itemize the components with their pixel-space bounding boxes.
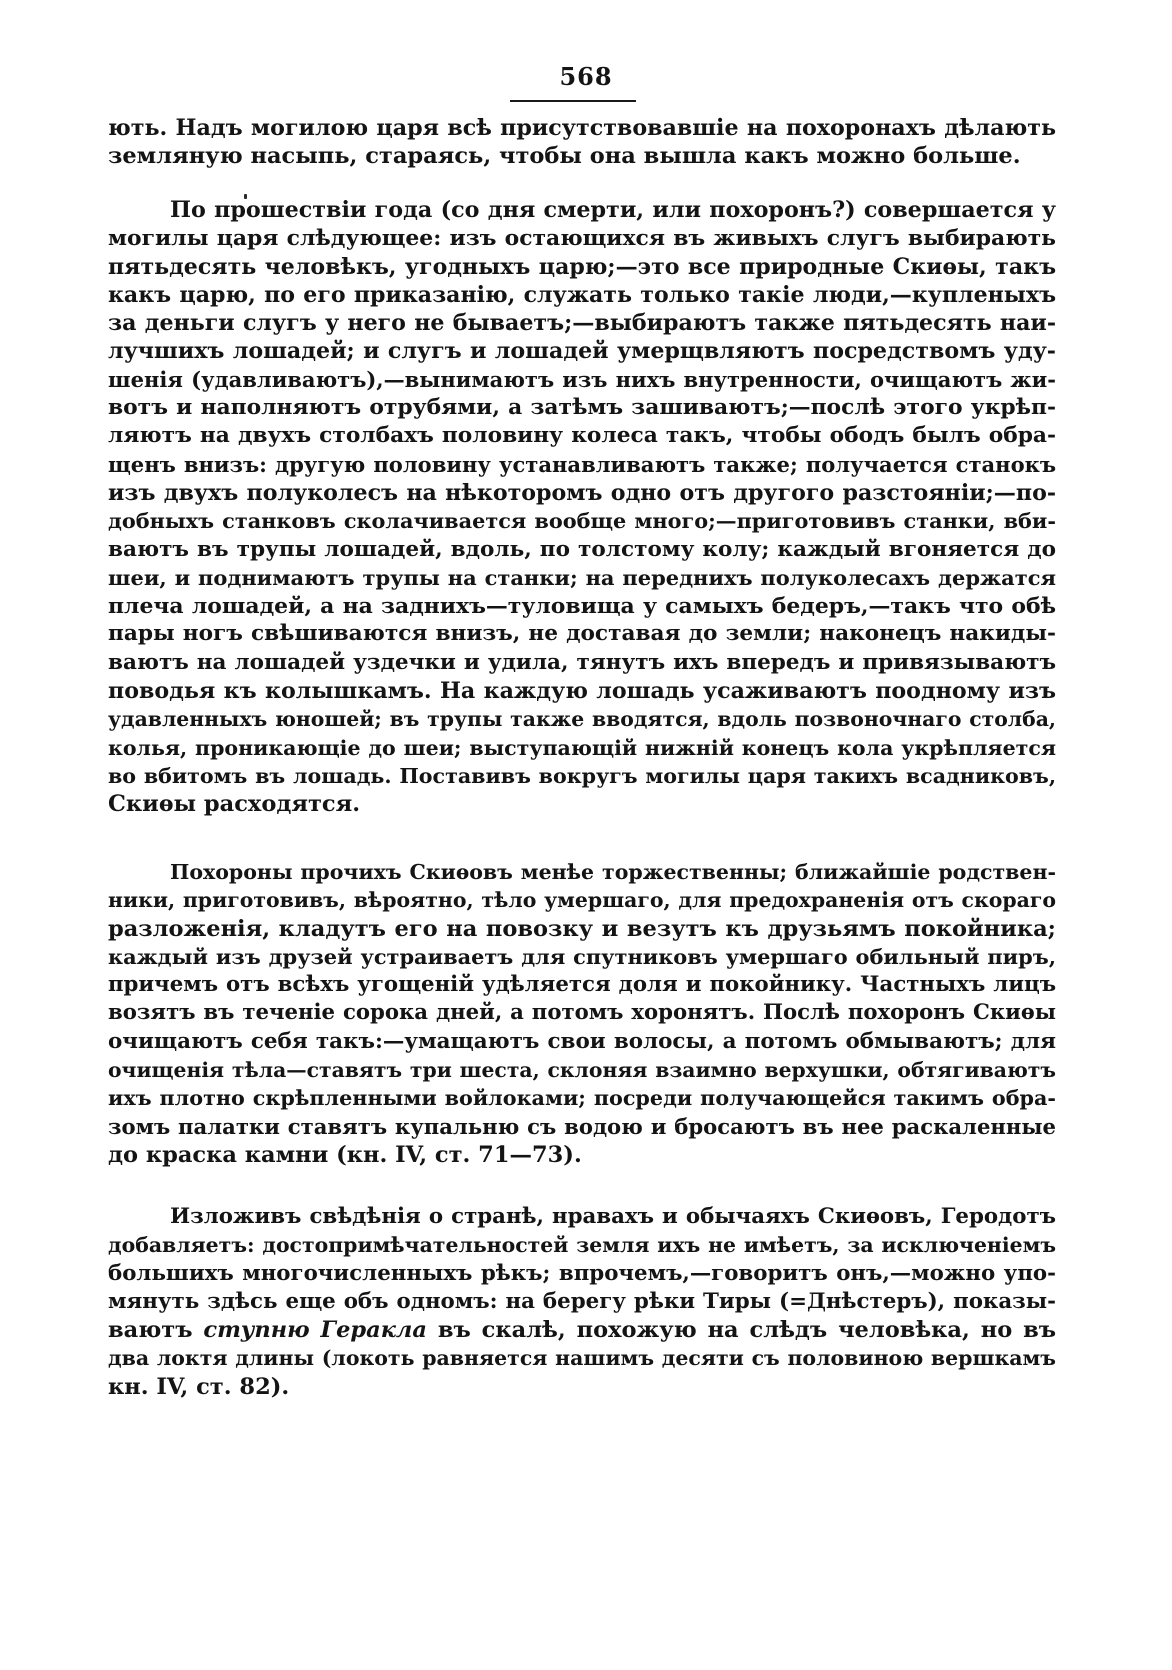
text-line: щенъ внизъ: другую половину устанавливаютъ также; получается станокъ xyxy=(108,451,1056,477)
text-line: шенія (удавливаютъ),—вынимаютъ изъ нихъ внутренности, очищаютъ жи- xyxy=(108,366,1056,392)
text-line: ваютъ на лошадей уздечки и удила, тянутъ ихъ впередъ и привязываютъ xyxy=(108,649,1056,675)
text-line: лучшихъ лошадей; и слугъ и лошадей умерщвляютъ посредствомъ уду- xyxy=(108,338,1056,365)
text-line: очищенія тѣла—ставятъ три шеста, склоняя взаимно верхушки, обтягиваютъ xyxy=(108,1058,1056,1083)
text-line: изъ двухъ полуколесъ на нѣкоторомъ одно отъ другого разстояніи;—по- xyxy=(108,479,1056,506)
text-line: ваютъ въ трупы лошадей, вдоль, по толстому колу; каждый вгоняется до xyxy=(108,536,1056,562)
text-line: до краска камни (кн. IV, ст. 71—73). xyxy=(108,1141,582,1168)
text-line: добавляетъ: достопримѣчательностей земля ихъ не имѣетъ, за исключеніемъ xyxy=(108,1233,1056,1258)
text-line: какъ царю, по его приказанію, служать только такіе люди,—купленыхъ xyxy=(108,281,1056,308)
text-line: ники, приготовивъ, вѣроятно, тѣло умершаго, для предохраненія отъ скораго xyxy=(108,888,1056,913)
paragraph-4 xyxy=(108,1203,1056,1401)
italic-phrase: ступню Геракла xyxy=(203,1317,427,1344)
page-number-rule xyxy=(510,100,636,102)
text-line: Похороны прочихъ Скиѳовъ менѣе торжественны; ближайшіе родствен- xyxy=(170,860,1056,884)
text-line: каждый изъ друзей устраиваетъ для спутниковъ умершаго обильный пиръ, xyxy=(108,943,1056,969)
text-line: земляную насыпь, стараясь, чтобы она вышла какъ можно больше. xyxy=(108,143,1021,170)
text-line: поводья къ колышкамъ. На каждую лошадь усаживаютъ поодному изъ xyxy=(108,678,1056,705)
text-line: ляютъ на двухъ столбахъ половину колеса такъ, чтобы ободъ былъ обра- xyxy=(108,423,1056,449)
text-line: разложенія, кладутъ его на повозку и везутъ къ друзьямъ покойника; xyxy=(108,915,1056,942)
text-line: во вбитомъ въ лошадь. Поставивъ вокругъ могилы царя такихъ всадниковъ, xyxy=(108,763,1056,788)
text-line: мянуть здѣсь еще объ одномъ: на берегу рѣки Тиры (=Днѣстеръ), показы- xyxy=(108,1288,1056,1314)
text-line: большихъ многочисленныхъ рѣкъ; впрочемъ,—говоритъ онъ,—можно упо- xyxy=(108,1260,1056,1286)
text-line: плеча лошадей, а на заднихъ—туловища у самыхъ бедеръ,—такъ что обѣ xyxy=(108,593,1056,620)
text-line: Скиѳы расходятся. xyxy=(108,791,361,818)
text-line: могилы царя слѣдующее: изъ остающихся въ живыхъ слугъ выбирають xyxy=(108,225,1056,252)
paragraph-3 xyxy=(108,858,1056,1169)
text-line: ихъ плотно скрѣпленными войлоками; посреди получающейся такимъ обра- xyxy=(108,1086,1056,1111)
text-line: вотъ и наполняютъ отрубями, а затѣмъ зашиваютъ;—послѣ этого укрѣп- xyxy=(108,395,1056,421)
text-line: кн. IV, ст. 82). xyxy=(108,1373,290,1400)
text-line: По прошествіи года (со дня смерти, или похоронъ?) совершается у xyxy=(170,197,1056,223)
page-number: 568 xyxy=(559,62,613,91)
text-line: колья, проникающіе до шеи; выступающій нижній конецъ кола укрѣпляется xyxy=(108,735,1056,760)
text-line: очищаютъ себя такъ:—умащаютъ свои волосы, а потомъ обмываютъ; для xyxy=(108,1028,1056,1054)
text-line: возятъ въ теченіе сорока дней, а потомъ хоронятъ. Послѣ похоронъ Скиѳы xyxy=(108,1000,1056,1026)
text-line: пятьдесять человѣкъ, угодныхъ царю;—это все природные Скиѳы, такъ xyxy=(108,253,1056,280)
text-line: шеи, и поднимаютъ трупы на станки; на переднихъ полуколесахъ держатся xyxy=(108,564,1056,590)
text-line: Изложивъ свѣдѣнія о странѣ, нравахъ и обычаяхъ Скиѳовъ, Геродотъ xyxy=(170,1204,1056,1229)
text-run: въ скалѣ, похожую на слѣдъ человѣка, но въ xyxy=(426,1317,1056,1344)
paragraph-1 xyxy=(108,114,1056,171)
text-line: ють. Надъ могилою царя всѣ присутствовавшіе на похоронахъ дѣлають xyxy=(108,115,1056,141)
text-run: ваютъ xyxy=(108,1317,204,1344)
text-line: за деньги слугъ у него не бываетъ;—выбираютъ также пятьдесять наи- xyxy=(108,310,1056,337)
text-line: удавленныхъ юношей; въ трупы также вводятся, вдоль позвоночнаго столба, xyxy=(108,707,1056,732)
text-line: зомъ палатки ставятъ купальню съ водою и бросаютъ въ нее раскаленные xyxy=(108,1113,1056,1139)
text-line: добныхъ станковъ сколачивается вообще много;—приготовивъ станки, вби- xyxy=(108,508,1056,534)
text-line: два локтя длины (локоть равняется нашимъ десяти съ половиною вершкамъ xyxy=(108,1346,1056,1371)
paragraph-2 xyxy=(108,196,1056,819)
text-line: пары ногъ свѣшиваются внизъ, не доставая до земли; наконецъ накиды- xyxy=(108,621,1056,647)
text-line: причемъ отъ всѣхъ угощеній удѣляется доля и покойнику. Частныхъ лицъ xyxy=(108,972,1056,998)
text-line-with-italic xyxy=(108,1316,1056,1344)
